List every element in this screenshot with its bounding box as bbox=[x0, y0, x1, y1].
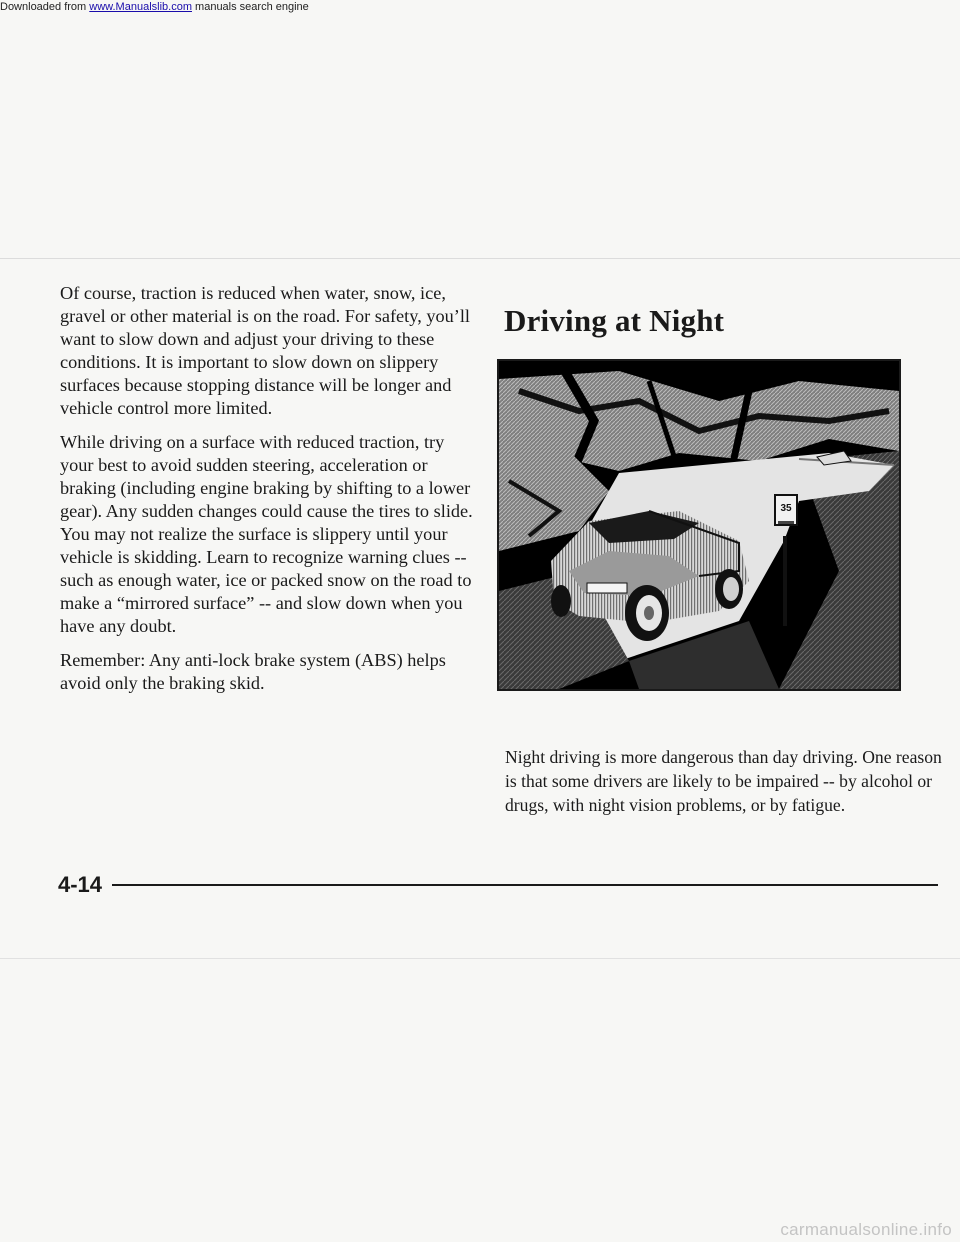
footer-rule bbox=[112, 884, 938, 886]
paragraph-traction: Of course, traction is reduced when water, snow, ice, gravel or other material is on the road. For safety, you’ll want to slow down and adjust your driving to these conditions. It is important to slow down on slippery surfaces because stopping distance will be longer and vehicle control more limited. bbox=[60, 283, 471, 418]
left-column bbox=[60, 282, 480, 706]
download-credit bbox=[0, 0, 309, 14]
credit-suffix: manuals search engine bbox=[191, 1, 309, 13]
site-watermark: carmanualsonline.info bbox=[780, 1220, 952, 1239]
paragraph-abs: Remember: Any anti-lock brake system (ABS) helps avoid only the braking skid. bbox=[60, 650, 446, 693]
page-top-edge bbox=[0, 258, 960, 259]
manualslib-link[interactable]: www.Manualslib.com bbox=[89, 1, 192, 13]
night-driving-illustration bbox=[497, 359, 901, 691]
section-heading: Driving at Night bbox=[504, 303, 725, 338]
page-bottom-edge bbox=[0, 958, 960, 959]
credit-prefix: Downloaded from bbox=[0, 1, 90, 13]
page-number: 4-14 bbox=[58, 872, 103, 897]
speed-sign-number: 35 bbox=[780, 503, 792, 514]
night-driving-paragraph: Night driving is more dangerous than day driving. One reason is that some drivers are likely to be impaired -- by alcohol or drugs, with night vision problems, or by fatigue. bbox=[505, 747, 942, 815]
paragraph-reduced-traction: While driving on a surface with reduced traction, try your best to avoid sudden steering, acceleration or braking (including engine braking by shifting to a lower gear). Any sudden changes could cause the tires to slide. You may not realize the surface is slippery until your vehicle is skidding. Learn to recognize warning clues -- such as enough water, ice or packed snow on the road to make a “mirrored surface” -- and slow down when you have any doubt. bbox=[60, 432, 473, 636]
